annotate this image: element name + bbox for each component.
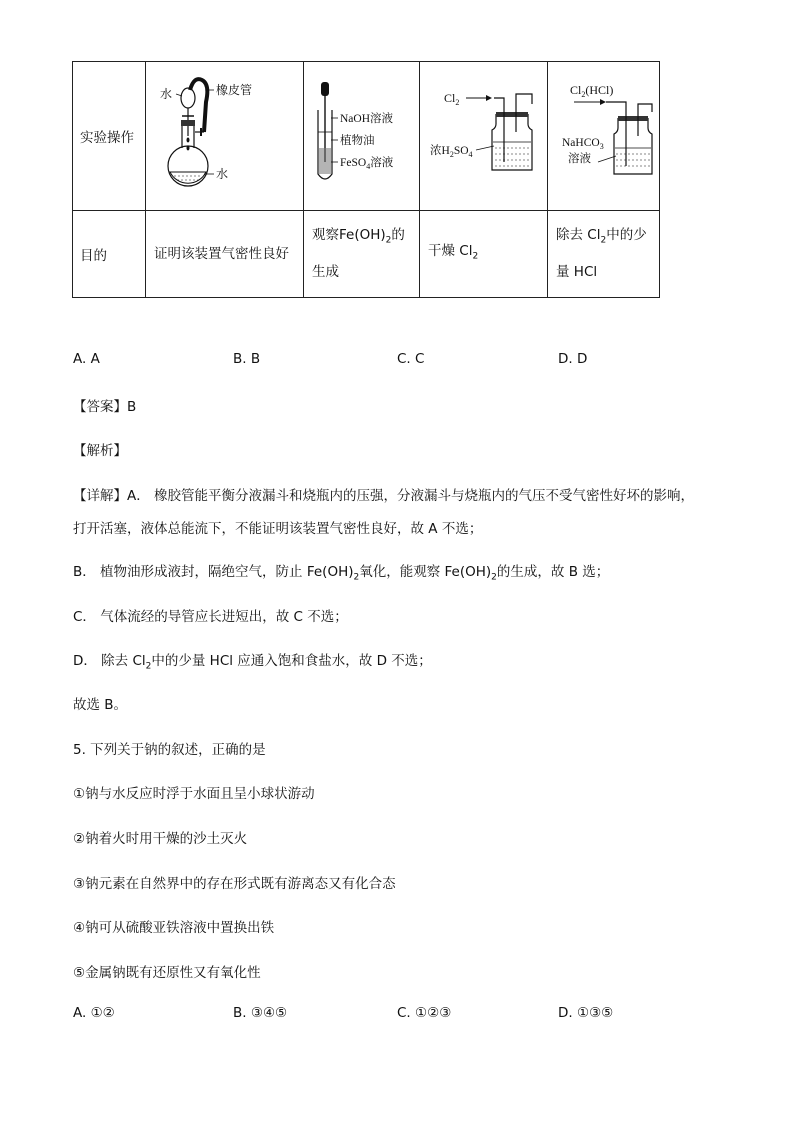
apparatus-b-diagram xyxy=(304,62,419,210)
apparatus-a-cell xyxy=(146,62,304,211)
experiment-table xyxy=(72,61,660,298)
apparatus-a-diagram xyxy=(146,62,303,210)
q4-option-c: C. C xyxy=(397,351,425,367)
operation-row xyxy=(73,62,660,211)
detail-line-d: D． 除去 $Cl_2$中的少量 HCl 应通入饱和食盐水，故 D 不选； xyxy=(73,653,432,672)
purpose-d: 除去 $Cl_2$中的少量 HCl xyxy=(548,211,660,298)
detail-line-b: B． 植物油形成液封，隔绝空气，防止 $Fe(OH)_2$氧化，能观察 $Fe(OH)_2$的生成，故 B 选； xyxy=(73,564,610,583)
q5-option-b: B. ③④⑤ xyxy=(233,1005,288,1021)
label-oil: 植物油 xyxy=(340,135,375,147)
purpose-row xyxy=(73,211,660,298)
q5-option-d: D. ①③⑤ xyxy=(558,1005,614,1021)
q4-option-a: A. A xyxy=(73,351,100,367)
apparatus-d-cell xyxy=(548,62,660,211)
row-header-operation: 实验操作 xyxy=(73,62,146,211)
label-nahco3: NaHCO$_3$ xyxy=(562,137,604,151)
apparatus-b-cell xyxy=(304,62,420,211)
analysis-title: 【解析】 xyxy=(73,443,127,459)
label-conc-h2so4: 浓$H_2SO_4$ xyxy=(430,145,473,159)
q5-item-5: ⑤金属钠既有还原性又有氧化性 xyxy=(73,965,261,981)
label-cl2-in: $Cl_2$ xyxy=(444,91,460,107)
apparatus-c-diagram xyxy=(420,62,547,210)
q5-item-3: ③钠元素在自然界中的存在形式既有游离态又有化合态 xyxy=(73,876,396,892)
purpose-c: 干燥 $Cl_2$ xyxy=(420,211,548,298)
detail-line-1: 【详解】A． 橡胶管能平衡分液漏斗和烧瓶内的压强，分液漏斗与烧瓶内的气压不受气密性好坏的影响， xyxy=(73,488,695,504)
detail-line-c: C． 气体流经的导管应长进短出，故 C 不选； xyxy=(73,609,348,625)
q5-stem: 5. 下列关于钠的叙述，正确的是 xyxy=(73,742,266,758)
label-feso4: FeSO$_4$溶液 xyxy=(340,157,394,171)
q5-option-c: C. ①②③ xyxy=(397,1005,452,1021)
label-naoh: NaOH溶液 xyxy=(340,113,394,125)
purpose-b: 观察$Fe(OH)_2$的生成 xyxy=(304,211,420,298)
q5-item-1: ①钠与水反应时浮于水面且呈小球状游动 xyxy=(73,786,315,802)
q4-option-d: D. D xyxy=(558,351,588,367)
answer-line: 【答案】B xyxy=(73,399,137,415)
label-rubber-tube: 橡皮管 xyxy=(216,83,253,97)
q4-option-b: B. B xyxy=(233,351,261,367)
detail-line-2: 打开活塞，液体总能流下，不能证明该装置气密性良好，故 A 不选； xyxy=(73,521,483,537)
label-water-top: 水 xyxy=(160,87,173,101)
q5-item-2: ②钠着火时用干燥的沙土灭火 xyxy=(73,831,248,847)
label-cl2-hcl: $Cl_2(HCl)$ xyxy=(570,83,614,99)
apparatus-d-diagram xyxy=(548,62,659,210)
apparatus-c-cell xyxy=(420,62,548,211)
row-header-purpose: 目的 xyxy=(73,211,146,298)
label-solution: 溶液 xyxy=(568,153,591,165)
q5-item-4: ④钠可从硫酸亚铁溶液中置换出铁 xyxy=(73,920,275,936)
label-water-bottom: 水 xyxy=(216,167,229,181)
purpose-a: 证明该装置气密性良好 xyxy=(146,211,304,298)
q5-option-a: A. ①② xyxy=(73,1005,115,1021)
conclusion-line: 故选 B。 xyxy=(73,697,128,713)
